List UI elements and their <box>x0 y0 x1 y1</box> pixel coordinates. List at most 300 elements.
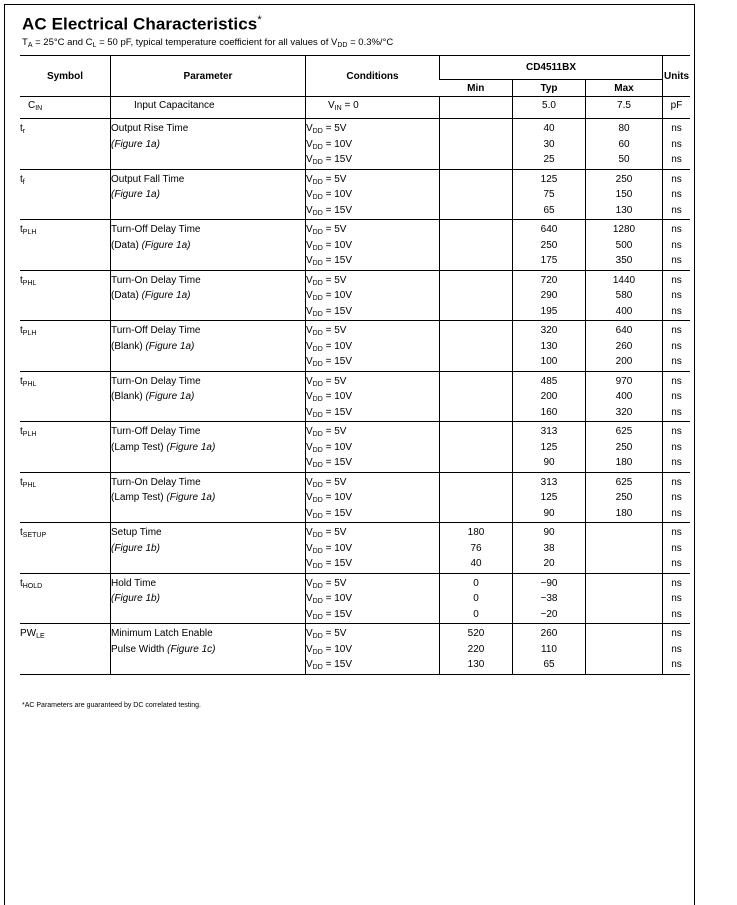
conditions-cell <box>306 220 440 271</box>
max-value: 260 <box>615 340 633 352</box>
units-value: ns <box>671 123 682 134</box>
units-value: ns <box>671 542 682 554</box>
symbol-cell <box>20 169 111 220</box>
condition-var: V <box>306 659 313 670</box>
condition-value: = 5V <box>322 476 347 488</box>
condition-var: V <box>306 204 313 216</box>
condition-value: = 15V <box>322 507 352 519</box>
max-value: 320 <box>615 406 633 418</box>
units-value: ns <box>671 628 682 639</box>
condition-var: V <box>306 173 313 185</box>
typ-cell <box>513 321 586 372</box>
min-value <box>440 440 512 456</box>
header-min: Min <box>440 80 513 97</box>
parameter-cell <box>111 371 306 422</box>
symbol-cell <box>20 97 111 119</box>
header-symbol: Symbol <box>20 56 111 97</box>
symbol-cell <box>20 422 111 473</box>
symbol-text: C <box>28 100 36 111</box>
conditions-cell <box>306 523 440 574</box>
units-value: ns <box>671 239 682 251</box>
typ-value: −90 <box>540 577 558 589</box>
units-value: ns <box>671 577 682 589</box>
parameter-text: (Data) <box>111 239 142 251</box>
units-cell <box>663 97 691 119</box>
typ-value: 20 <box>543 558 555 569</box>
min-value: 0 <box>473 593 479 604</box>
typ-value: 125 <box>540 492 558 503</box>
max-value: 400 <box>615 305 633 317</box>
min-value <box>440 374 512 390</box>
typ-cell <box>513 119 586 170</box>
condition-var: V <box>306 274 313 286</box>
condition-value: = 15V <box>322 659 352 670</box>
condition-subscript: DD <box>312 244 323 252</box>
parameter-text: (Blank) <box>111 340 146 352</box>
condition-subscript: DD <box>312 310 323 318</box>
condition-subscript: DD <box>312 431 323 438</box>
units-value: ns <box>671 375 682 387</box>
condition-subscript: DD <box>312 295 323 302</box>
table-row <box>20 119 690 170</box>
max-value: 50 <box>618 154 630 165</box>
condition-var: V <box>306 290 313 301</box>
condition-subscript: DD <box>312 648 323 656</box>
symbol-subscript: f <box>22 178 25 186</box>
min-cell <box>440 371 513 422</box>
max-value <box>586 541 662 557</box>
condition-var: V <box>306 239 313 251</box>
min-value <box>440 506 512 522</box>
max-value: 640 <box>615 325 633 336</box>
condition-subscript: DD <box>312 613 323 621</box>
max-value <box>586 591 662 607</box>
condition-value: = 5V <box>322 325 347 336</box>
condition-var: V <box>306 224 313 235</box>
min-cell <box>440 321 513 372</box>
units-value: ns <box>671 305 682 317</box>
units-value: ns <box>671 138 682 150</box>
units-value: ns <box>671 426 682 437</box>
parameter-text: (Lamp Test) <box>111 441 167 453</box>
symbol-subscript: PHL <box>22 279 37 287</box>
min-cell <box>440 97 513 119</box>
parameter-text: Turn-Off Delay Time <box>111 325 201 336</box>
condition-subscript: DD <box>312 598 323 605</box>
condition-value: = 15V <box>322 608 352 620</box>
condition-value: = 15V <box>322 154 352 165</box>
test-conditions-note: $T_A = 25^\circ C$ and $C_L = 50$ pF, typical temperature coefficient for all values of $V_{DD} = 0.3\%/^\circ C$ <box>22 37 394 49</box>
condition-subscript: DD <box>312 279 323 287</box>
parameter-cell <box>111 270 306 321</box>
typ-value: 290 <box>540 290 558 301</box>
symbol-text: t <box>20 123 23 134</box>
condition-value: = 10V <box>322 290 352 301</box>
condition-subscript: DD <box>312 361 323 368</box>
min-value <box>440 203 512 219</box>
parameter-cell <box>111 119 306 170</box>
max-value <box>586 576 662 592</box>
min-cell <box>440 220 513 271</box>
figure-reference: (Figure 1a) <box>145 340 195 352</box>
typ-cell <box>513 97 586 119</box>
max-value <box>586 525 662 541</box>
max-value: 350 <box>615 255 633 266</box>
min-value: 0 <box>473 608 479 620</box>
max-cell <box>586 422 663 473</box>
min-cell <box>440 422 513 473</box>
min-cell <box>440 169 513 220</box>
condition-var: V <box>306 558 313 569</box>
typ-value: 90 <box>543 527 555 538</box>
parameter-cell <box>111 624 306 675</box>
max-value: 625 <box>615 476 633 488</box>
units-value: ns <box>671 507 682 519</box>
conditions-cell <box>306 119 440 170</box>
typ-value: 313 <box>540 426 558 437</box>
condition-value: = 15V <box>322 558 352 569</box>
min-value <box>440 323 512 339</box>
condition-var: V <box>306 375 313 387</box>
typ-value: 100 <box>540 356 558 367</box>
condition-value: = 10V <box>322 643 352 655</box>
max-value: 580 <box>615 290 633 301</box>
units-cell <box>663 472 691 523</box>
condition-var: V <box>306 189 313 200</box>
typ-value: 260 <box>540 628 558 639</box>
min-value <box>440 339 512 355</box>
min-value <box>440 354 512 370</box>
max-cell <box>586 472 663 523</box>
condition-value: = 5V <box>322 628 347 639</box>
units-cell <box>663 371 691 422</box>
condition-subscript: DD <box>312 497 323 504</box>
min-value <box>440 273 512 289</box>
max-value <box>586 657 662 673</box>
units-cell <box>663 220 691 271</box>
symbol-cell <box>20 472 111 523</box>
max-cell <box>586 220 663 271</box>
units-value: ns <box>671 356 682 367</box>
condition-subscript: DD <box>312 380 323 388</box>
max-value <box>586 642 662 658</box>
max-cell <box>586 270 663 321</box>
symbol-text: t <box>20 577 23 589</box>
condition-value: = 15V <box>322 356 352 367</box>
max-value <box>586 626 662 642</box>
units-value: ns <box>671 441 682 453</box>
symbol-cell <box>20 321 111 372</box>
max-value: 1280 <box>612 224 636 235</box>
parameter-text: Turn-Off Delay Time <box>111 426 201 437</box>
condition-var: V <box>306 305 313 317</box>
condition-value: = 15V <box>322 305 352 317</box>
figure-reference: (Figure 1a) <box>141 239 191 251</box>
min-value: 40 <box>470 558 482 569</box>
header-typ: Typ <box>513 80 586 97</box>
units-value: ns <box>671 527 682 538</box>
parameter-text: Setup Time <box>111 527 162 538</box>
symbol-text: t <box>20 375 23 387</box>
units-value: ns <box>671 154 682 165</box>
units-value: ns <box>671 406 682 418</box>
condition-value: = 15V <box>322 406 352 418</box>
parameter-text: Turn-On Delay Time <box>111 476 201 488</box>
condition-subscript: DD <box>312 532 323 539</box>
units-value: ns <box>671 189 682 200</box>
condition-value: = 5V <box>322 224 347 235</box>
symbol-subscript: PLH <box>22 330 37 337</box>
min-cell <box>440 119 513 170</box>
parameter-cell <box>111 523 306 574</box>
units-value: ns <box>671 340 682 352</box>
symbol-text: PW <box>20 628 37 639</box>
header-max: Max <box>586 80 663 97</box>
conditions-cell <box>306 472 440 523</box>
condition-subscript: DD <box>312 330 323 337</box>
units-cell <box>663 270 691 321</box>
max-value: 130 <box>615 204 633 216</box>
units-value: ns <box>671 290 682 301</box>
symbol-subscript: LE <box>36 633 45 640</box>
conditions-cell <box>306 97 440 119</box>
symbol-subscript: HOLD <box>22 582 43 590</box>
condition-subscript: DD <box>312 396 323 403</box>
condition-value: = 10V <box>322 441 352 453</box>
condition-subscript: DD <box>312 159 323 166</box>
condition-subscript: DD <box>312 194 323 201</box>
parameter-text: Minimum Latch Enable <box>111 628 213 639</box>
parameter-text: (Blank) <box>111 391 146 402</box>
units-value: ns <box>671 457 682 468</box>
symbol-cell <box>20 270 111 321</box>
min-cell <box>440 472 513 523</box>
symbol-text: t <box>20 476 23 488</box>
units-cell <box>663 573 691 624</box>
max-value: 7.5 <box>617 100 631 111</box>
units-cell <box>663 119 691 170</box>
condition-subscript: IN <box>334 105 342 112</box>
min-value <box>440 288 512 304</box>
typ-value: 485 <box>540 375 558 387</box>
parameter-text: Turn-On Delay Time <box>111 375 201 387</box>
condition-var: V <box>306 138 313 150</box>
typ-cell <box>513 624 586 675</box>
units-value: ns <box>671 492 682 503</box>
symbol-text: t <box>20 274 23 286</box>
condition-var: V <box>306 441 313 453</box>
footnote: *AC Parameters are guaranteed by DC correlated testing. <box>22 702 201 709</box>
table-row <box>20 422 690 473</box>
min-value <box>440 222 512 238</box>
parameter-cell <box>111 321 306 372</box>
min-value <box>440 238 512 254</box>
min-value <box>440 152 512 168</box>
symbol-text: t <box>20 325 23 336</box>
units-value: ns <box>671 593 682 604</box>
condition-value: = 10V <box>322 189 352 200</box>
condition-var: V <box>306 577 313 589</box>
condition-value: = 15V <box>322 255 352 266</box>
units-value: ns <box>671 224 682 235</box>
max-cell <box>586 624 663 675</box>
condition-subscript: DD <box>312 512 323 520</box>
min-value: 76 <box>470 542 482 554</box>
typ-cell <box>513 169 586 220</box>
condition-subscript: DD <box>312 229 323 236</box>
condition-subscript: DD <box>312 209 323 217</box>
typ-value: 25 <box>543 154 555 165</box>
symbol-subscript: PHL <box>22 481 37 489</box>
symbol-cell <box>20 624 111 675</box>
condition-var: V <box>306 325 313 336</box>
header-units: Units <box>663 56 691 97</box>
units-value: ns <box>671 204 682 216</box>
max-value: 60 <box>618 138 630 150</box>
typ-value: 130 <box>540 340 558 352</box>
units-value: ns <box>671 173 682 185</box>
condition-var: V <box>328 100 335 111</box>
max-cell <box>586 523 663 574</box>
condition-var: V <box>306 628 313 639</box>
parameter-cell <box>111 220 306 271</box>
parameter-text: Turn-Off Delay Time <box>111 224 201 235</box>
condition-subscript: DD <box>312 260 323 267</box>
condition-subscript: DD <box>312 547 323 555</box>
typ-value: 75 <box>543 189 555 200</box>
typ-value: 720 <box>540 274 558 286</box>
condition-var: V <box>306 608 313 620</box>
units-cell <box>663 624 691 675</box>
figure-reference: (Figure 1a) <box>166 492 216 503</box>
condition-subscript: DD <box>312 411 323 419</box>
condition-value: = 5V <box>322 123 347 134</box>
min-value <box>440 455 512 471</box>
symbol-cell <box>20 371 111 422</box>
condition-value: = 10V <box>322 340 352 352</box>
table-row <box>20 523 690 574</box>
condition-subscript: DD <box>312 633 323 640</box>
condition-var: V <box>306 255 313 266</box>
units-value: ns <box>671 476 682 488</box>
table-row <box>20 169 690 220</box>
condition-subscript: DD <box>312 664 323 671</box>
typ-value: 38 <box>543 542 555 554</box>
typ-cell <box>513 220 586 271</box>
condition-value: = 10V <box>322 239 352 251</box>
symbol-cell <box>20 523 111 574</box>
max-value: 400 <box>615 391 633 402</box>
condition-var: V <box>306 340 313 352</box>
typ-cell <box>513 472 586 523</box>
typ-value: 125 <box>540 441 558 453</box>
min-value: 220 <box>467 643 485 655</box>
units-value: ns <box>671 391 682 402</box>
parameter-cell <box>111 422 306 473</box>
typ-value: 125 <box>540 173 558 185</box>
figure-reference: (Figure 1a) <box>145 391 195 402</box>
condition-value: = 10V <box>322 492 352 503</box>
table-row <box>20 573 690 624</box>
parameter-cell <box>111 573 306 624</box>
typ-value: 175 <box>540 255 558 266</box>
parameter-text: Input Capacitance <box>134 100 215 111</box>
typ-value: 640 <box>540 224 558 235</box>
condition-var: V <box>306 527 313 538</box>
condition-var: V <box>306 507 313 519</box>
min-cell <box>440 523 513 574</box>
max-value <box>586 556 662 572</box>
parameter-text: Turn-On Delay Time <box>111 274 201 286</box>
condition-var: V <box>306 391 313 402</box>
condition-value: = 5V <box>322 274 347 286</box>
typ-value: 30 <box>543 138 555 150</box>
max-cell <box>586 97 663 119</box>
table-row <box>20 321 690 372</box>
min-value <box>440 304 512 320</box>
typ-cell <box>513 270 586 321</box>
parameter-text: Pulse Width <box>111 643 168 655</box>
figure-reference: (Figure 1c) <box>167 643 216 655</box>
parameter-cell <box>111 97 306 119</box>
max-value: 250 <box>615 441 633 453</box>
conditions-cell <box>306 371 440 422</box>
min-value <box>440 389 512 405</box>
table-row <box>20 472 690 523</box>
typ-value: 40 <box>543 123 555 134</box>
typ-value: 110 <box>541 643 557 655</box>
min-value <box>440 121 512 137</box>
max-value: 250 <box>615 173 633 185</box>
figure-reference: (Figure 1a) <box>141 290 191 301</box>
condition-value: = 10V <box>322 542 352 554</box>
condition-subscript: DD <box>312 446 323 454</box>
condition-value: = 5V <box>322 426 347 437</box>
typ-value: 5.0 <box>542 100 556 111</box>
symbol-cell <box>20 119 111 170</box>
condition-value: = 5V <box>322 577 347 589</box>
condition-var: V <box>306 123 313 134</box>
title-footnote-mark: * <box>257 14 262 26</box>
max-cell <box>586 321 663 372</box>
figure-reference: (Figure 1a) <box>166 441 216 453</box>
condition-var: V <box>306 457 313 468</box>
min-value <box>440 137 512 153</box>
conditions-cell <box>306 624 440 675</box>
max-value: 150 <box>615 189 633 200</box>
condition-value: = 10V <box>322 391 352 402</box>
symbol-subscript: SETUP <box>22 532 47 539</box>
condition-var: V <box>306 154 313 165</box>
condition-var: V <box>306 476 313 488</box>
typ-value: 90 <box>543 457 555 468</box>
typ-value: −38 <box>540 593 558 604</box>
min-cell <box>440 270 513 321</box>
max-cell <box>586 371 663 422</box>
max-value: 1440 <box>612 274 636 286</box>
condition-var: V <box>306 492 313 503</box>
condition-value: = 15V <box>322 457 352 468</box>
min-value: 520 <box>467 628 485 639</box>
units-cell <box>663 321 691 372</box>
symbol-text: t <box>20 527 23 538</box>
table-row <box>20 371 690 422</box>
condition-value: = 15V <box>322 204 352 216</box>
max-value: 180 <box>615 507 633 519</box>
symbol-cell <box>20 220 111 271</box>
condition-subscript: DD <box>312 345 323 353</box>
conditions-cell <box>306 321 440 372</box>
